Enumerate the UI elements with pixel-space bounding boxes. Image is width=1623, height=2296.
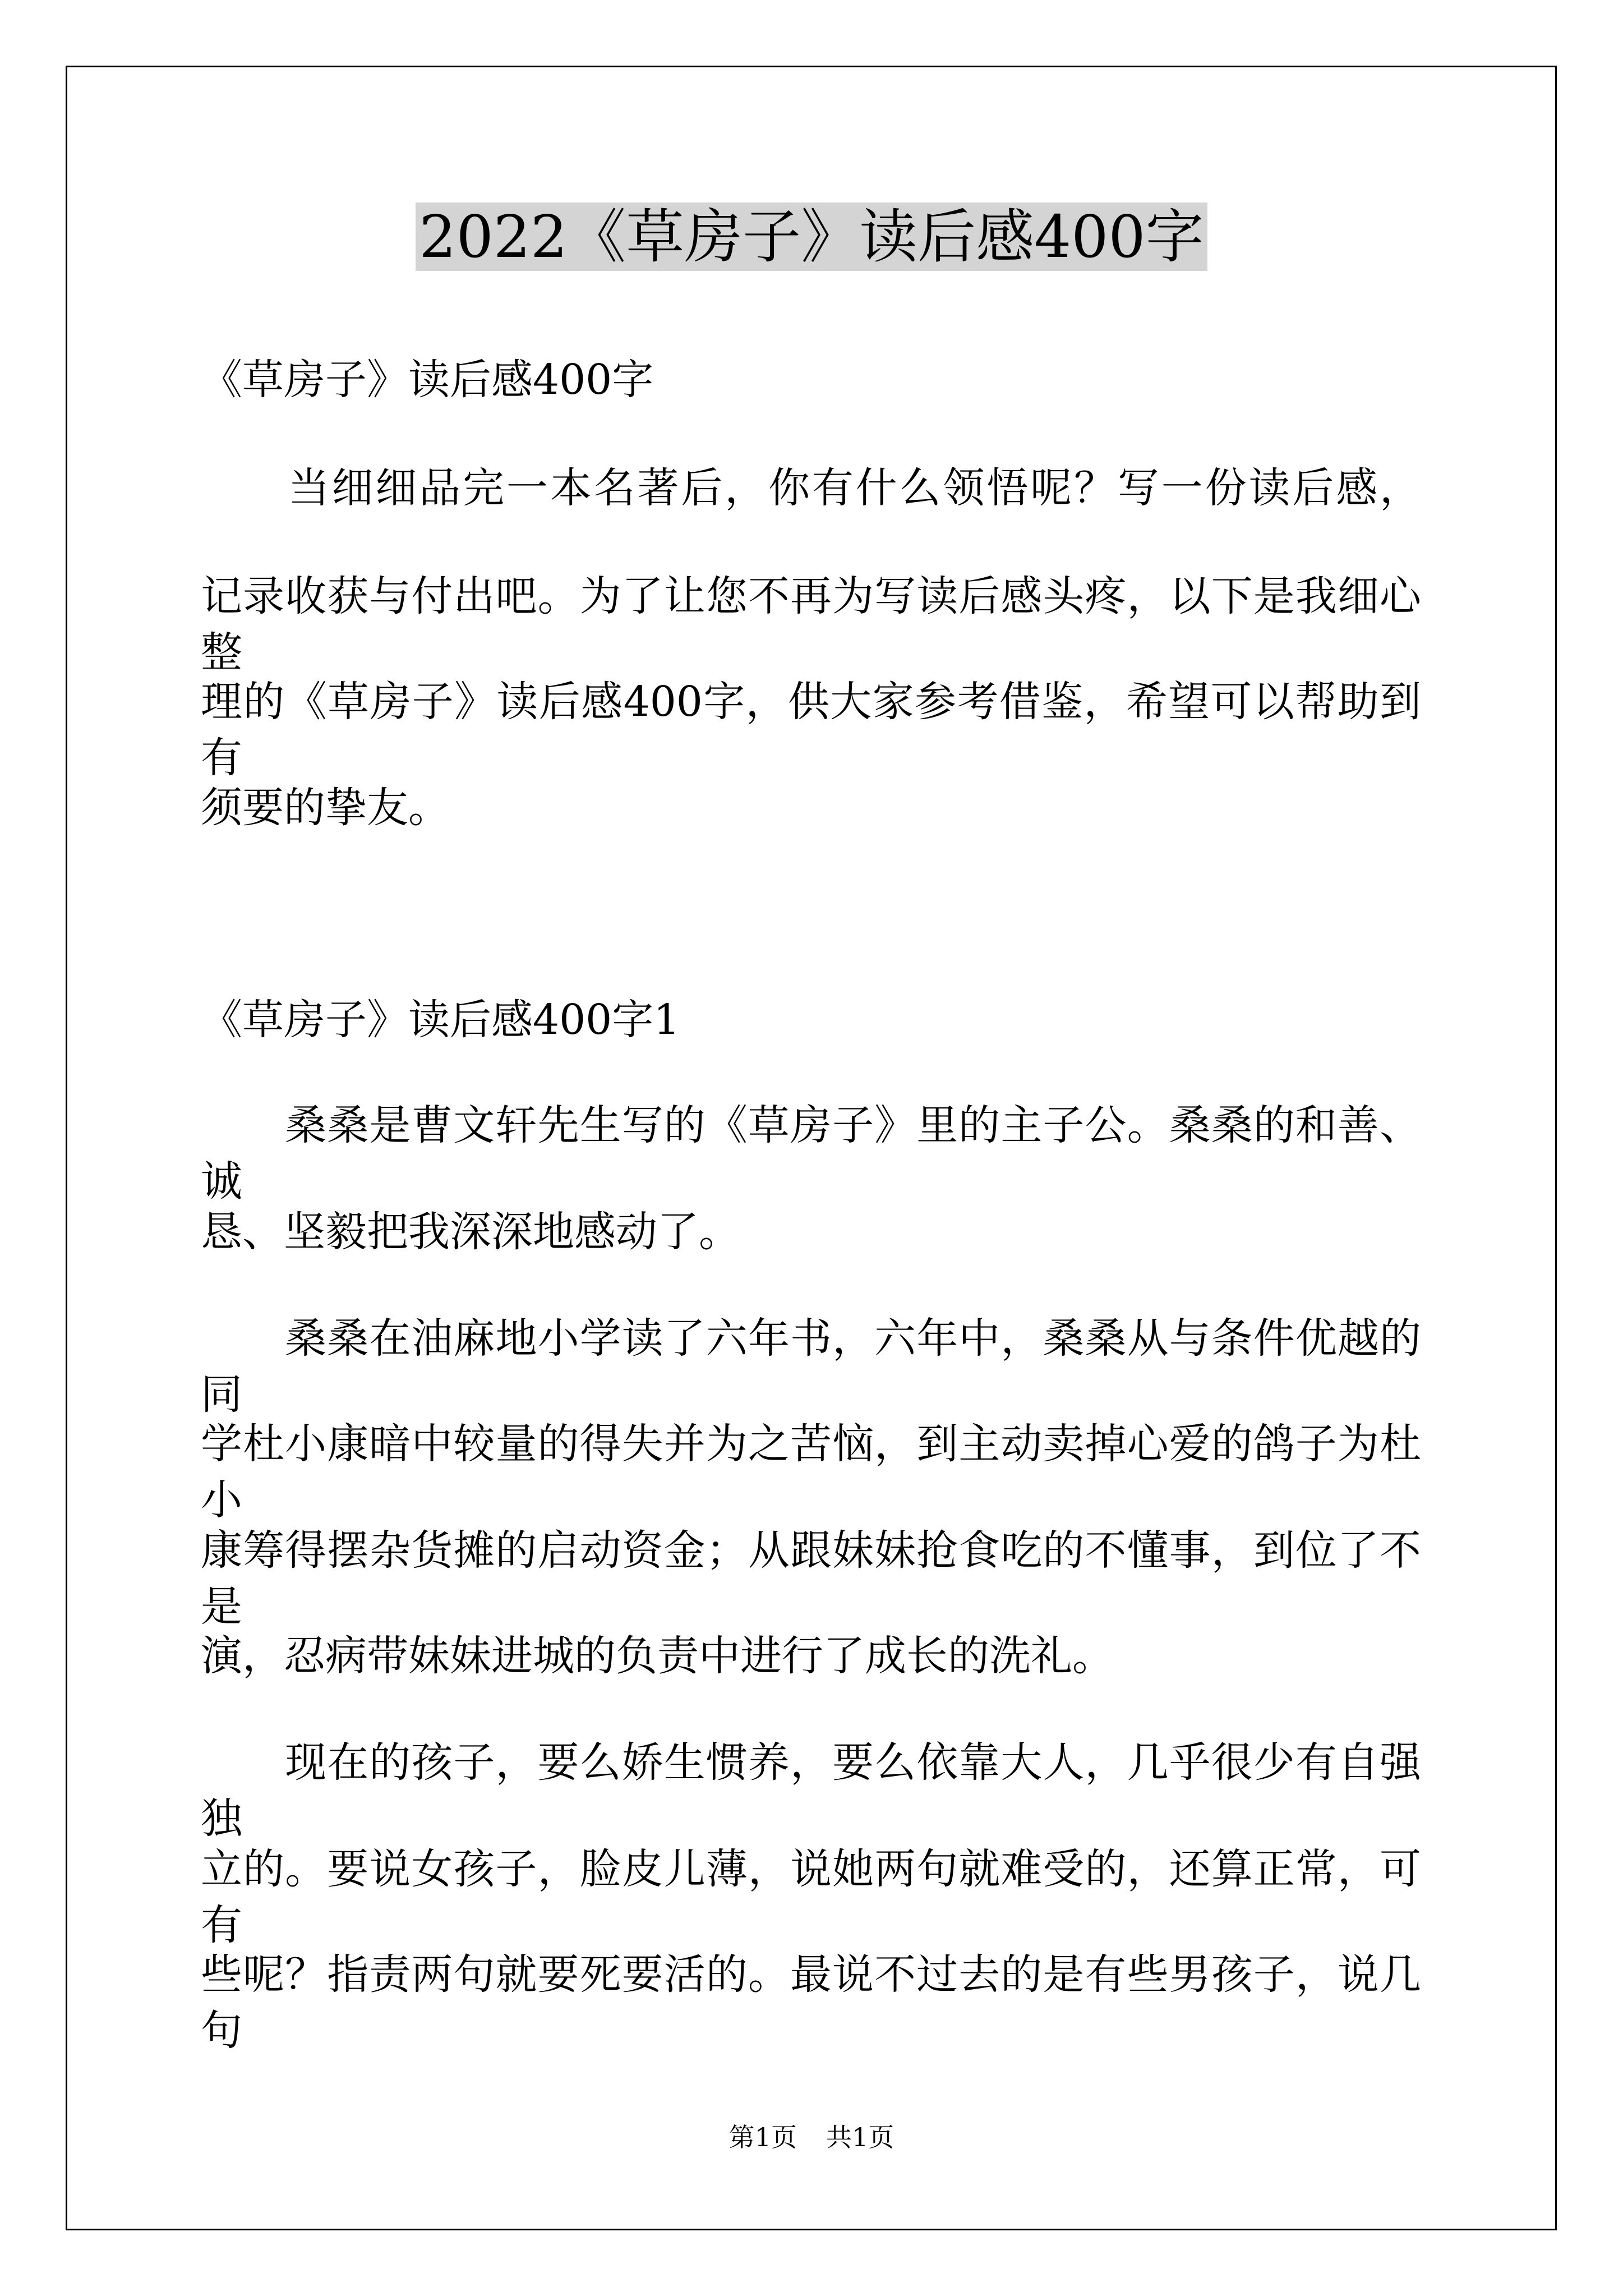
page-number: 第1页 <box>728 2122 797 2152</box>
paragraph2-line-3: 康筹得摆杂货摊的启动资金；从跟妹妹抢食吃的不懂事，到位了不是 <box>201 1526 1421 1631</box>
intro-line-4: 须要的挚友。 <box>201 784 450 832</box>
paragraph3-line-2: 立的。要说女孩子，脸皮儿薄，说她两句就难受的，还算正常，可有 <box>201 1845 1421 1949</box>
intro-line-2: 记录收获与付出吧。为了让您不再为写读后感头疼，以下是我细心整 <box>201 572 1421 677</box>
paragraph2-line-4: 演，忍病带妹妹进城的负责中进行了成长的洗礼。 <box>201 1632 1114 1680</box>
paragraph2-line-2: 学杜小康暗中较量的得失并为之苦恼，到主动卖掉心爱的鸽子为杜小 <box>201 1420 1421 1524</box>
page-footer <box>0 2120 1623 2154</box>
paragraph1-line-2: 恳、坚毅把我深深地感动了。 <box>201 1208 740 1256</box>
intro-line-1: 当细细品完一本名著后，你有什么领悟呢？写一份读后感， <box>201 464 1421 512</box>
document-subtitle: 《草房子》读后感400字 <box>201 356 654 404</box>
paragraph3-line-3: 些呢？指责两句就要死要活的。最说不过去的是有些男孩子，说几句 <box>201 1950 1421 2055</box>
paragraph1-line-1: 桑桑是曹文轩先生写的《草房子》里的主子公。桑桑的和善、诚 <box>201 1101 1421 1205</box>
document-title: 2022《草房子》读后感400字 <box>0 197 1623 276</box>
paragraph2-line-1: 桑桑在油麻地小学读了六年书，六年中，桑桑从与条件优越的同 <box>201 1314 1421 1419</box>
section-heading: 《草房子》读后感400字1 <box>201 996 680 1044</box>
paragraph3-line-1: 现在的孩子，要么娇生惯养，要么依靠大人，几乎很少有自强独 <box>201 1738 1421 1843</box>
page-total: 共1页 <box>826 2122 895 2152</box>
intro-line-3: 理的《草房子》读后感400字，供大家参考借鉴，希望可以帮助到有 <box>201 678 1421 782</box>
